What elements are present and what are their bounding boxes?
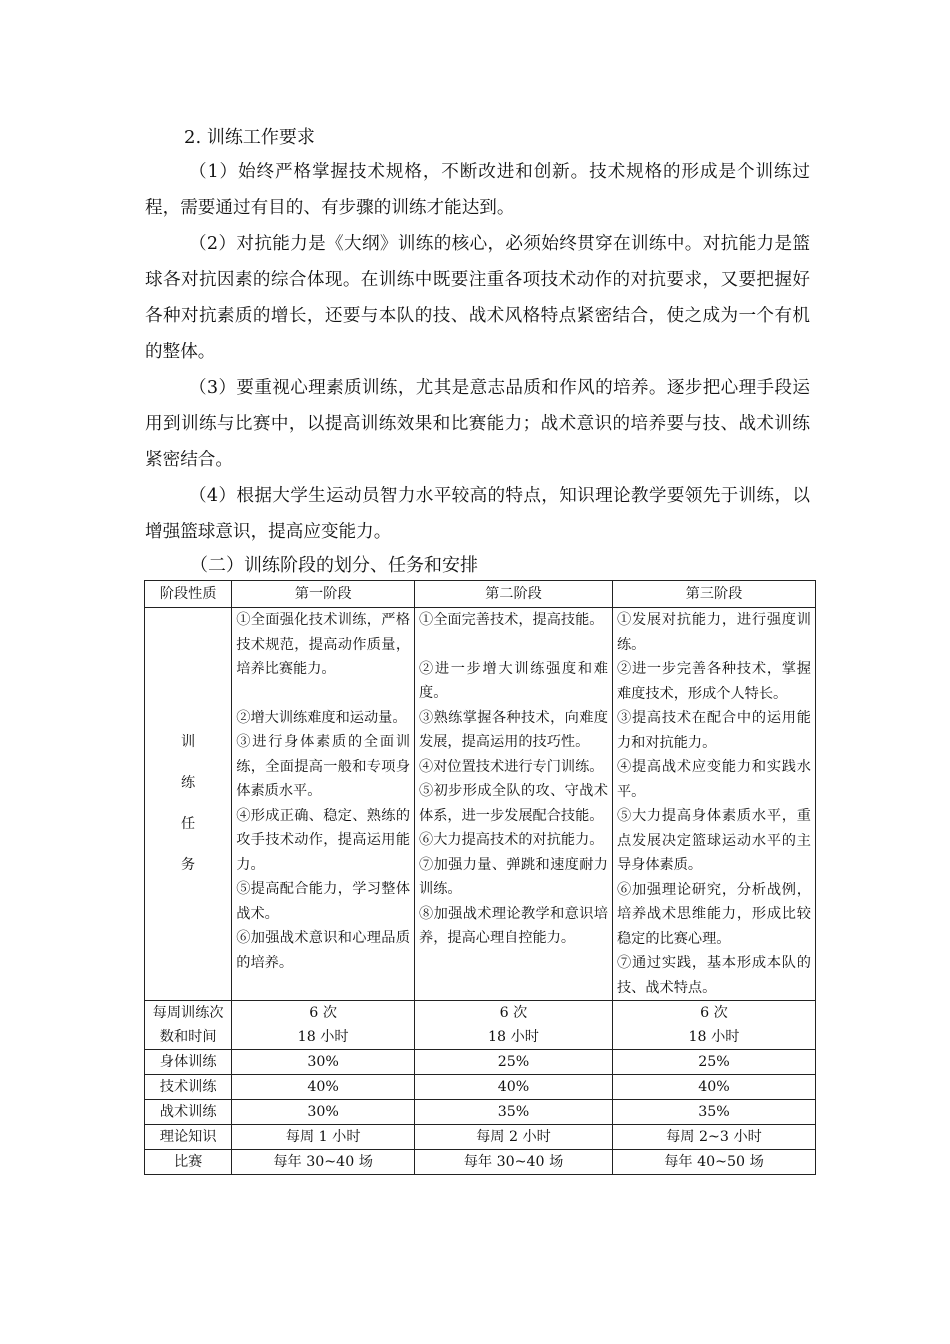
section-heading: 2. 训练工作要求 <box>184 127 315 148</box>
paragraph-4: （4）根据大学生运动员智力水平较高的特点，知识理论教学要领先于训练，以增强篮球意识，提高应变能力。 <box>145 486 810 542</box>
task-item: ②进一步增大训练强度和难度。 <box>419 660 608 701</box>
task-item: ⑥大力提高技术的对抗能力。 <box>419 832 604 848</box>
task-item: ①全面完善技术，提高技能。 <box>419 612 604 628</box>
row-value: 25% <box>415 1050 613 1075</box>
row-value: 40% <box>612 1075 815 1100</box>
row-label: 比赛 <box>145 1150 232 1175</box>
stage-1-tasks <box>232 608 415 1001</box>
header-stage-1: 第一阶段 <box>232 581 415 608</box>
weekly-stage-2: 6 次 18 小时 <box>415 1001 613 1050</box>
header-stage-nature: 阶段性质 <box>145 581 232 608</box>
task-item: ⑤初步形成全队的攻、守战术体系，进一步发展配合技能。 <box>419 783 608 824</box>
table-row <box>145 1075 816 1100</box>
training-plan-table <box>144 580 816 1175</box>
weekly-label: 每周训练次 数和时间 <box>145 1001 232 1050</box>
task-item: ⑦加强力量、弹跳和速度耐力训练。 <box>419 856 608 897</box>
task-item: ④提高战术应变能力和实践水平。 <box>616 759 811 800</box>
table-header-row <box>145 581 816 608</box>
blank-line <box>236 682 410 706</box>
task-item: ③提高技术在配合中的运用能力和对抗能力。 <box>616 710 811 751</box>
task-item: ⑦通过实践，基本形成本队的技、战术特点。 <box>616 955 811 996</box>
header-stage-3: 第三阶段 <box>612 581 815 608</box>
row-value: 每周 2~3 小时 <box>612 1125 815 1150</box>
row-label: 技术训练 <box>145 1075 232 1100</box>
table-row <box>145 1125 816 1150</box>
task-item: ①全面强化技术训练，严格技术规范，提高动作质量，培养比赛能力。 <box>236 612 411 677</box>
row-label: 战术训练 <box>145 1100 232 1125</box>
row-value: 每周 1 小时 <box>232 1125 415 1150</box>
row-label: 身体训练 <box>145 1050 232 1075</box>
task-item: ⑥加强战术意识和心理品质的培养。 <box>236 930 411 971</box>
weekly-stage-1: 6 次 18 小时 <box>232 1001 415 1050</box>
table-row <box>145 1150 816 1175</box>
task-item: ⑤大力提高身体素质水平，重点发展决定篮球运动水平的主导身体素质。 <box>616 808 811 873</box>
table-title: （二）训练阶段的划分、任务和安排 <box>190 555 478 576</box>
paragraph-3: （3）要重视心理素质训练，尤其是意志品质和作风的培养。逐步把心理手段运用到训练与比赛中，以提高训练效果和比赛能力；战术意识的培养要与技、战术训练紧密结合。 <box>145 378 810 470</box>
task-item: ③熟练掌握各种技术，向难度发展，提高运用的技巧性。 <box>419 709 608 750</box>
task-item: ⑧加强战术理论教学和意识培养，提高心理自控能力。 <box>419 905 608 946</box>
row-value: 每周 2 小时 <box>415 1125 613 1150</box>
row-value: 35% <box>415 1100 613 1125</box>
weekly-row <box>145 1001 816 1050</box>
blank-line <box>419 633 608 657</box>
paragraph-2: （2）对抗能力是《大纲》训练的核心，必须始终贯穿在训练中。对抗能力是篮球各对抗因素的综合体现。在训练中既要注重各项技术动作的对抗要求，又要把握好各种对抗素质的增长，还要与本队的技、战术风格特点紧密结合，使之成为一个有机的整体。 <box>145 234 810 362</box>
header-stage-2: 第二阶段 <box>415 581 613 608</box>
table-row <box>145 1050 816 1075</box>
row-value: 40% <box>232 1075 415 1100</box>
task-item: ②增大训练难度和运动量。 <box>236 709 407 726</box>
row-value: 每年 30~40 场 <box>415 1150 613 1175</box>
tasks-row <box>145 608 816 1001</box>
paragraph-1: （1）始终严格掌握技术规格，不断改进和创新。技术规格的形成是个训练过程，需要通过有目的、有步骤的训练才能达到。 <box>145 162 810 218</box>
row-label: 理论知识 <box>145 1125 232 1150</box>
task-item: ①发展对抗能力，进行强度训练。 <box>616 612 811 653</box>
row-value: 30% <box>232 1100 415 1125</box>
row-value: 25% <box>612 1050 815 1075</box>
row-value: 30% <box>232 1050 415 1075</box>
task-item: ②进一步完善各种技术，掌握难度技术，形成个人特长。 <box>616 661 811 702</box>
stage-3-tasks <box>612 608 815 1001</box>
weekly-stage-3: 6 次 18 小时 <box>612 1001 815 1050</box>
task-item: ⑥加强理论研究，分析战例，培养战术思维能力，形成比较稳定的比赛心理。 <box>616 881 811 947</box>
task-item: ④对位置技术进行专门训练。 <box>419 758 604 775</box>
row-value: 35% <box>612 1100 815 1125</box>
task-item: ⑤提高配合能力，学习整体战术。 <box>236 881 411 922</box>
stage-2-tasks <box>415 608 613 1001</box>
task-item: ③进行身体素质的全面训练，全面提高一般和专项身体素质水平。 <box>236 734 411 799</box>
row-value: 每年 40~50 场 <box>612 1150 815 1175</box>
task-item: ④形成正确、稳定、熟练的攻手技术动作，提高运用能力。 <box>236 807 411 873</box>
tasks-label: 训 练 任 务 <box>181 734 196 873</box>
tasks-label-cell <box>145 608 232 1001</box>
row-value: 40% <box>415 1075 613 1100</box>
row-value: 每年 30~40 场 <box>232 1150 415 1175</box>
table-row <box>145 1100 816 1125</box>
